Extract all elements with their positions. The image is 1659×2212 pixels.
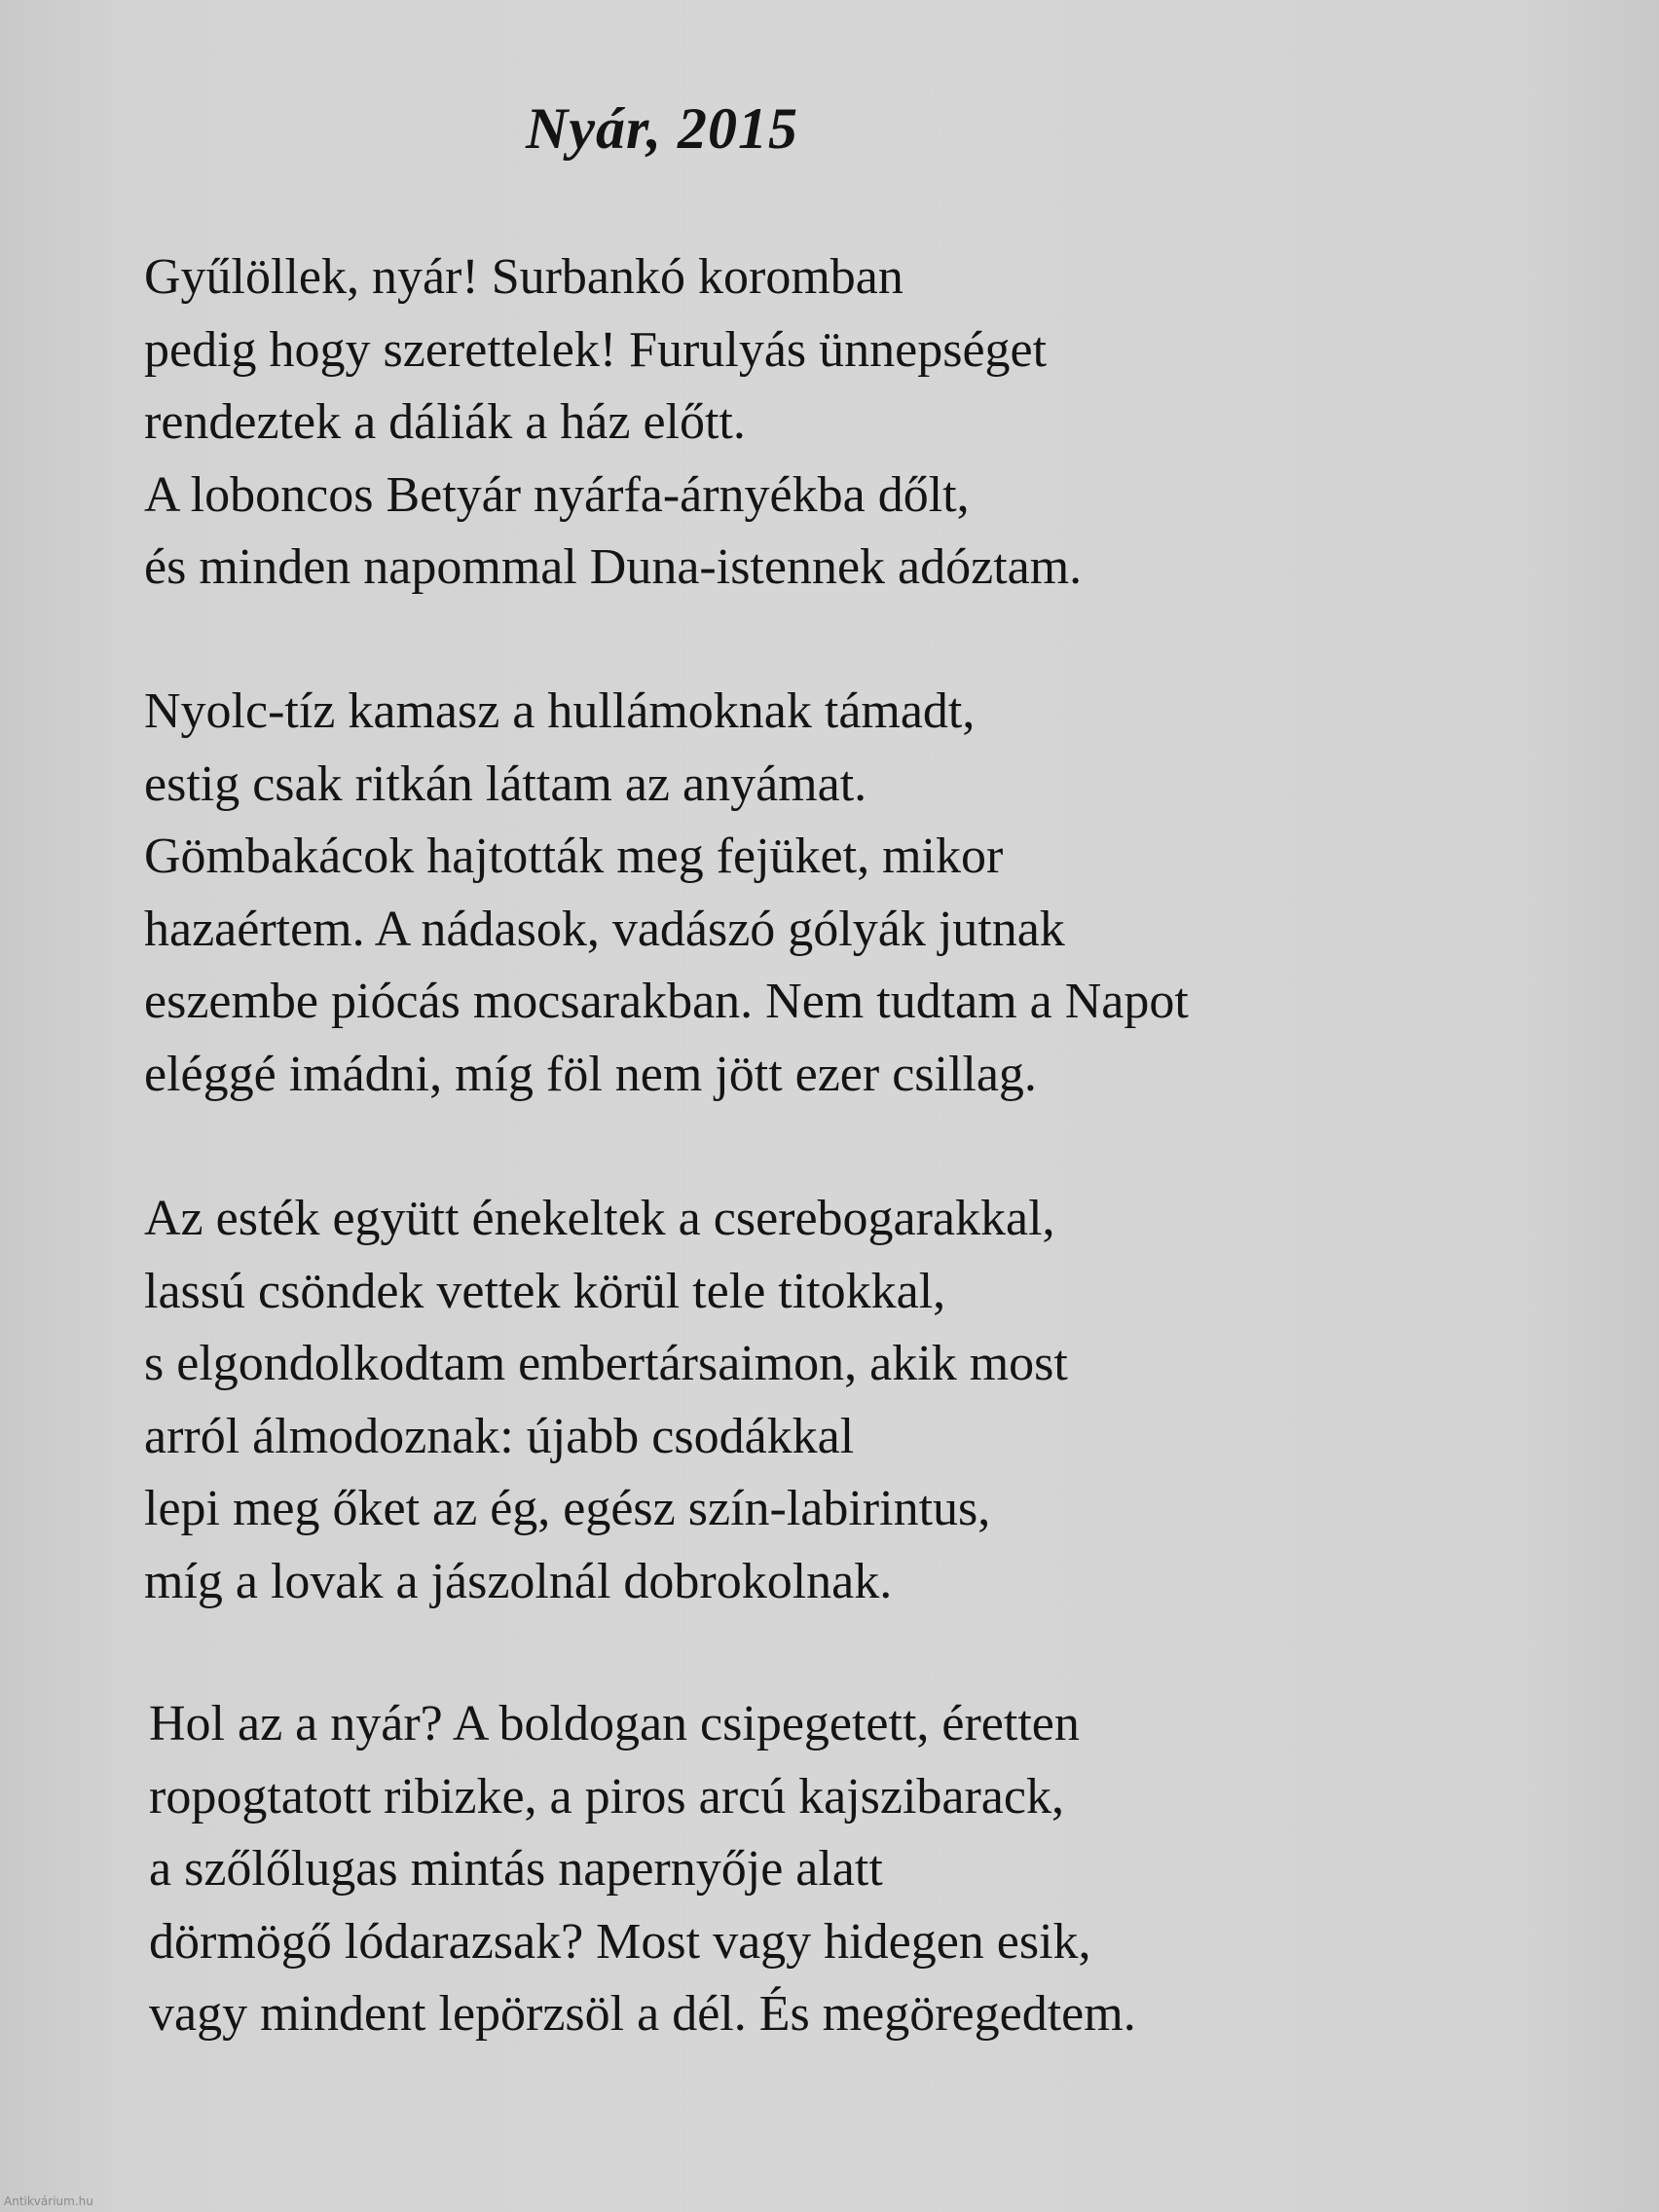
poem-line: és minden napommal Duna-istennek adóztam. [144,539,1083,595]
poem-line: lepi meg őket az ég, egész szín-labirintus, [144,1481,991,1536]
stanza-1 [144,241,1082,605]
stanza-3 [144,1183,1068,1618]
poem-line: hazaértem. A nádasok, vadászó gólyák jutnak [144,901,1065,957]
poem-line: estig csak ritkán láttam az anyámat. [144,756,867,812]
poem-line: arról álmodoznak: újabb csodákkal [144,1408,855,1464]
stanza-2 [144,676,1189,1111]
poem-line: vagy mindent lepörzsöl a dél. És megöregedtem. [149,1986,1136,2042]
poem-line: Gömbakácok hajtották meg fejüket, mikor [144,829,1004,884]
poem-line: míg a lovak a jászolnál dobrokolnak. [144,1553,893,1609]
poem-line: ropogtatott ribizke, a piros arcú kajszibarack, [149,1768,1064,1825]
poem-line: s elgondolkodtam embertársaimon, akik most [144,1336,1068,1391]
stanza-4 [149,1688,1136,2051]
poem-line: eléggé imádni, míg föl nem jött ezer csillag. [144,1046,1037,1102]
poem-line: Az esték együtt énekeltek a cserebogarakkal, [144,1191,1055,1246]
poem-line: a szőlőlugas mintás napernyője alatt [149,1841,883,1897]
poem-line: Hol az a nyár? A boldogan csipegetett, éretten [149,1696,1080,1751]
poem-line: dörmögő lódarazsak? Most vagy hidegen esik, [149,1913,1091,1970]
poem-line: eszembe piócás mocsarakban. Nem tudtam a Napot [144,974,1189,1029]
watermark: Antikvárium.hu [4,2194,93,2208]
poem-line: rendeztek a dáliák a ház előtt. [144,394,746,450]
poem-line: lassú csöndek vettek körül tele titokkal, [144,1263,946,1319]
poem-title: Nyár, 2015 [526,96,798,161]
poem-line: A loboncos Betyár nyárfa-árnyékba dőlt, [144,466,970,523]
poem-line: Nyolc-tíz kamasz a hullámoknak támadt, [144,683,976,739]
poem-line: Gyűlöllek, nyár! Surbankó koromban [144,249,903,305]
poem-line: pedig hogy szerettelek! Furulyás ünnepséget [144,321,1048,378]
